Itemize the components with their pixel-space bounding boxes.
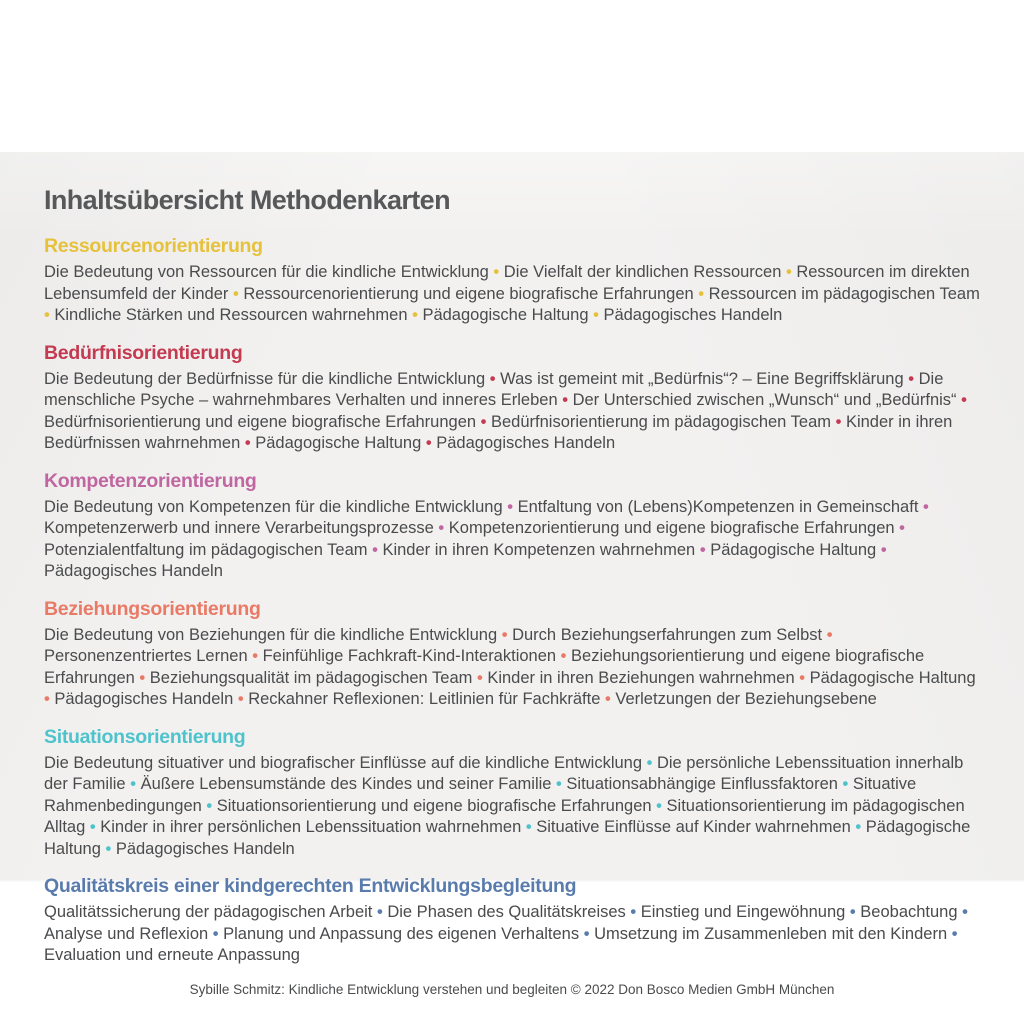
section-topics <box>44 369 980 455</box>
topic-item: Bedürfnisorientierung und eigene biografische Erfahrungen <box>44 412 477 431</box>
section-topics <box>44 625 980 711</box>
topic-item: Pädagogisches Handeln <box>115 839 295 858</box>
bullet-separator: • <box>44 306 55 324</box>
sections-container <box>44 235 980 967</box>
topic-item: Ressourcen im direkten Lebensumfeld der Kinder <box>44 263 970 303</box>
topic-item: Personenzentriertes Lernen <box>44 647 248 665</box>
bullet-separator: • <box>476 412 491 431</box>
topic-item: Ressourcenorientierung und eigene biografische Erfahrungen <box>243 284 694 303</box>
bullet-separator: • <box>556 647 572 665</box>
topic-item: Kompetenzerwerb und innere Verarbeitungsprozesse <box>44 519 434 537</box>
bullet-separator: • <box>918 497 929 516</box>
section-heading: Beziehungsorientierung <box>44 597 261 620</box>
bullet-separator: • <box>876 540 887 559</box>
topic-item: Die Bedeutung von Ressourcen für die kindliche Entwicklung <box>44 263 489 281</box>
section <box>44 875 980 967</box>
copyright-line: Sybille Schmitz: Kindliche Entwicklung verstehen und begleiten © 2022 Don Bosco Medien GmbH München <box>189 981 835 997</box>
bullet-separator: • <box>625 903 641 921</box>
bullet-separator: • <box>903 369 919 388</box>
topic-item: Pädagogische Haltung <box>809 668 976 687</box>
section-heading: Situationsorientierung <box>44 725 246 748</box>
section-topics <box>44 753 980 861</box>
topic-item: Pädagogisches Handeln <box>54 690 234 708</box>
page-title: Inhaltsübersicht Methodenkarten <box>44 185 450 215</box>
topic-item: Situative Einflüsse auf Kinder wahrnehmen <box>536 818 851 836</box>
bullet-separator: • <box>551 775 567 793</box>
topic-item: Beziehungsorientierung und eigene biografische Erfahrungen <box>44 647 925 687</box>
topic-item: Der Unterschied zwischen „Wunsch“ und „Bedürfnis“ <box>572 391 957 409</box>
topic-item: Durch Beziehungserfahrungen zum Selbst <box>512 625 823 644</box>
bullet-separator: • <box>588 306 604 324</box>
topic-item: Kinder in ihren Beziehungen wahrnehmen <box>487 668 795 687</box>
bullet-separator: • <box>521 818 537 836</box>
topic-item: Die Phasen des Qualitätskreises <box>387 903 626 921</box>
section-topics <box>44 262 980 327</box>
bullet-separator: • <box>557 391 573 409</box>
bullet-separator: • <box>85 818 101 836</box>
bullet-separator: • <box>850 818 866 836</box>
topic-item: Die Bedeutung situativer und biografischer Einflüsse auf die kindliche Entwicklung <box>44 753 643 772</box>
bullet-separator: • <box>845 903 861 921</box>
topic-item: Die Bedeutung der Bedürfnisse für die kindliche Entwicklung <box>44 369 486 388</box>
topic-item: Potenzialentfaltung im pädagogischen Team <box>44 540 368 559</box>
topic-item: Feinfühlige Fachkraft-Kind-Interaktionen <box>262 647 557 665</box>
topic-item: Kinder in ihren Kompetenzen wahrnehmen <box>382 540 696 559</box>
topic-item: Kinder in ihren Bedürfnissen wahrnehmen <box>44 412 953 452</box>
bullet-separator: • <box>421 434 437 452</box>
topic-item: Situationsorientierung und eigene biografische Erfahrungen <box>216 796 652 815</box>
topic-item: Pädagogische Haltung <box>255 434 422 452</box>
topic-item: Kompetenzorientierung und eigene biografische Erfahrungen <box>448 519 895 537</box>
topic-item: Qualitätssicherung der pädagogischen Arbeit <box>44 903 373 921</box>
topic-item: Die persönliche Lebenssituation innerhalb der Familie <box>44 753 964 793</box>
section <box>44 598 980 711</box>
bullet-separator: • <box>579 924 595 943</box>
section-heading: Ressourcenorientierung <box>44 235 263 257</box>
bullet-separator: • <box>695 540 711 559</box>
topic-item: Umsetzung im Zusammenleben mit den Kindern <box>594 924 948 943</box>
bullet-separator: • <box>100 839 116 858</box>
bullet-separator: • <box>125 775 141 793</box>
topic-item: Situationsabhängige Einflussfaktoren <box>566 775 838 793</box>
topic-item: Bedürfnisorientierung im pädagogischen Team <box>491 412 831 431</box>
topic-item: Was ist gemeint mit „Bedürfnis“? – Eine Begriffsklärung <box>500 369 904 388</box>
bullet-separator: • <box>433 519 449 537</box>
bullet-separator: • <box>208 924 224 943</box>
topic-item: Pädagogisches Handeln <box>603 306 783 324</box>
topic-item: Kinder in ihrer persönlichen Lebenssituation wahrnehmen <box>100 818 522 836</box>
topic-item: Kindliche Stärken und Ressourcen wahrnehmen <box>54 306 408 324</box>
bullet-separator: • <box>497 625 513 644</box>
bullet-separator: • <box>472 668 488 687</box>
topic-item: Die Vielfalt der kindlichen Ressourcen <box>503 263 782 281</box>
bullet-separator: • <box>247 647 263 665</box>
topic-item: Die Bedeutung von Kompetenzen für die kindliche Entwicklung <box>44 497 503 516</box>
bullet-separator: • <box>837 775 853 793</box>
section-heading: Kompetenzorientierung <box>44 469 257 492</box>
topic-item: Situative Rahmenbedingungen <box>44 775 917 815</box>
section <box>44 726 980 861</box>
topic-item: Pädagogische Haltung <box>44 818 971 858</box>
topic-item: Beobachtung <box>860 903 958 921</box>
section-heading: Bedürfnisorientierung <box>44 341 243 364</box>
bullet-separator: • <box>502 497 518 516</box>
bullet-separator: • <box>485 369 501 388</box>
topic-item: Evaluation und erneute Anpassung <box>44 946 300 964</box>
bullet-separator: • <box>781 263 797 281</box>
bullet-separator: • <box>957 903 968 921</box>
topic-item: Entfaltung von (Lebens)Kompetenzen in Gemeinschaft <box>517 497 919 516</box>
bullet-separator: • <box>894 519 905 537</box>
content-card <box>0 152 1024 997</box>
topic-item: Beziehungsqualität im pädagogischen Team <box>149 668 473 687</box>
bullet-separator: • <box>367 540 383 559</box>
bullet-separator: • <box>651 796 667 815</box>
bullet-separator: • <box>134 668 150 687</box>
section <box>44 470 980 583</box>
bullet-separator: • <box>693 284 709 303</box>
section-topics <box>44 497 980 583</box>
topic-item: Pädagogisches Handeln <box>436 434 616 452</box>
section-topics <box>44 902 980 967</box>
bullet-separator: • <box>642 753 657 772</box>
topic-item: Analyse und Reflexion <box>44 924 209 943</box>
topic-item: Planung und Anpassung des eigenen Verhaltens <box>223 924 580 943</box>
topic-item: Ressourcen im pädagogischen Team <box>708 284 980 303</box>
section <box>44 235 980 327</box>
bullet-separator: • <box>201 796 217 815</box>
topic-item: Pädagogische Haltung <box>710 540 877 559</box>
bullet-separator: • <box>44 690 55 708</box>
bullet-separator: • <box>233 690 249 708</box>
topic-item: Reckahner Reflexionen: Leitlinien für Fachkräfte <box>248 690 601 708</box>
bullet-separator: • <box>947 924 958 943</box>
topic-item: Äußere Lebensumstände des Kindes und seiner Familie <box>140 775 552 793</box>
topic-item: Die menschliche Psyche – wahrnehmbares Verhalten und inneres Erleben <box>44 369 944 409</box>
topic-item: Einstieg und Eingewöhnung <box>640 903 846 921</box>
bullet-separator: • <box>956 391 967 409</box>
bullet-separator: • <box>794 668 810 687</box>
bullet-separator: • <box>228 284 244 303</box>
bullet-separator: • <box>240 434 256 452</box>
section <box>44 342 980 455</box>
bullet-separator: • <box>372 903 388 921</box>
topic-item: Verletzungen der Beziehungsebene <box>615 690 877 708</box>
topic-item: Pädagogische Haltung <box>422 306 589 324</box>
bullet-separator: • <box>600 690 616 708</box>
bullet-separator: • <box>488 263 504 281</box>
bullet-separator: • <box>822 625 833 644</box>
bullet-separator: • <box>831 412 846 431</box>
topic-item: Pädagogisches Handeln <box>44 562 223 580</box>
section-heading: Qualitätskreis einer kindgerechten Entwicklungsbegleitung <box>44 875 577 897</box>
topic-item: Situationsorientierung im pädagogischen Alltag <box>44 796 965 836</box>
topic-item: Die Bedeutung von Beziehungen für die kindliche Entwicklung <box>44 625 498 644</box>
bullet-separator: • <box>407 306 423 324</box>
